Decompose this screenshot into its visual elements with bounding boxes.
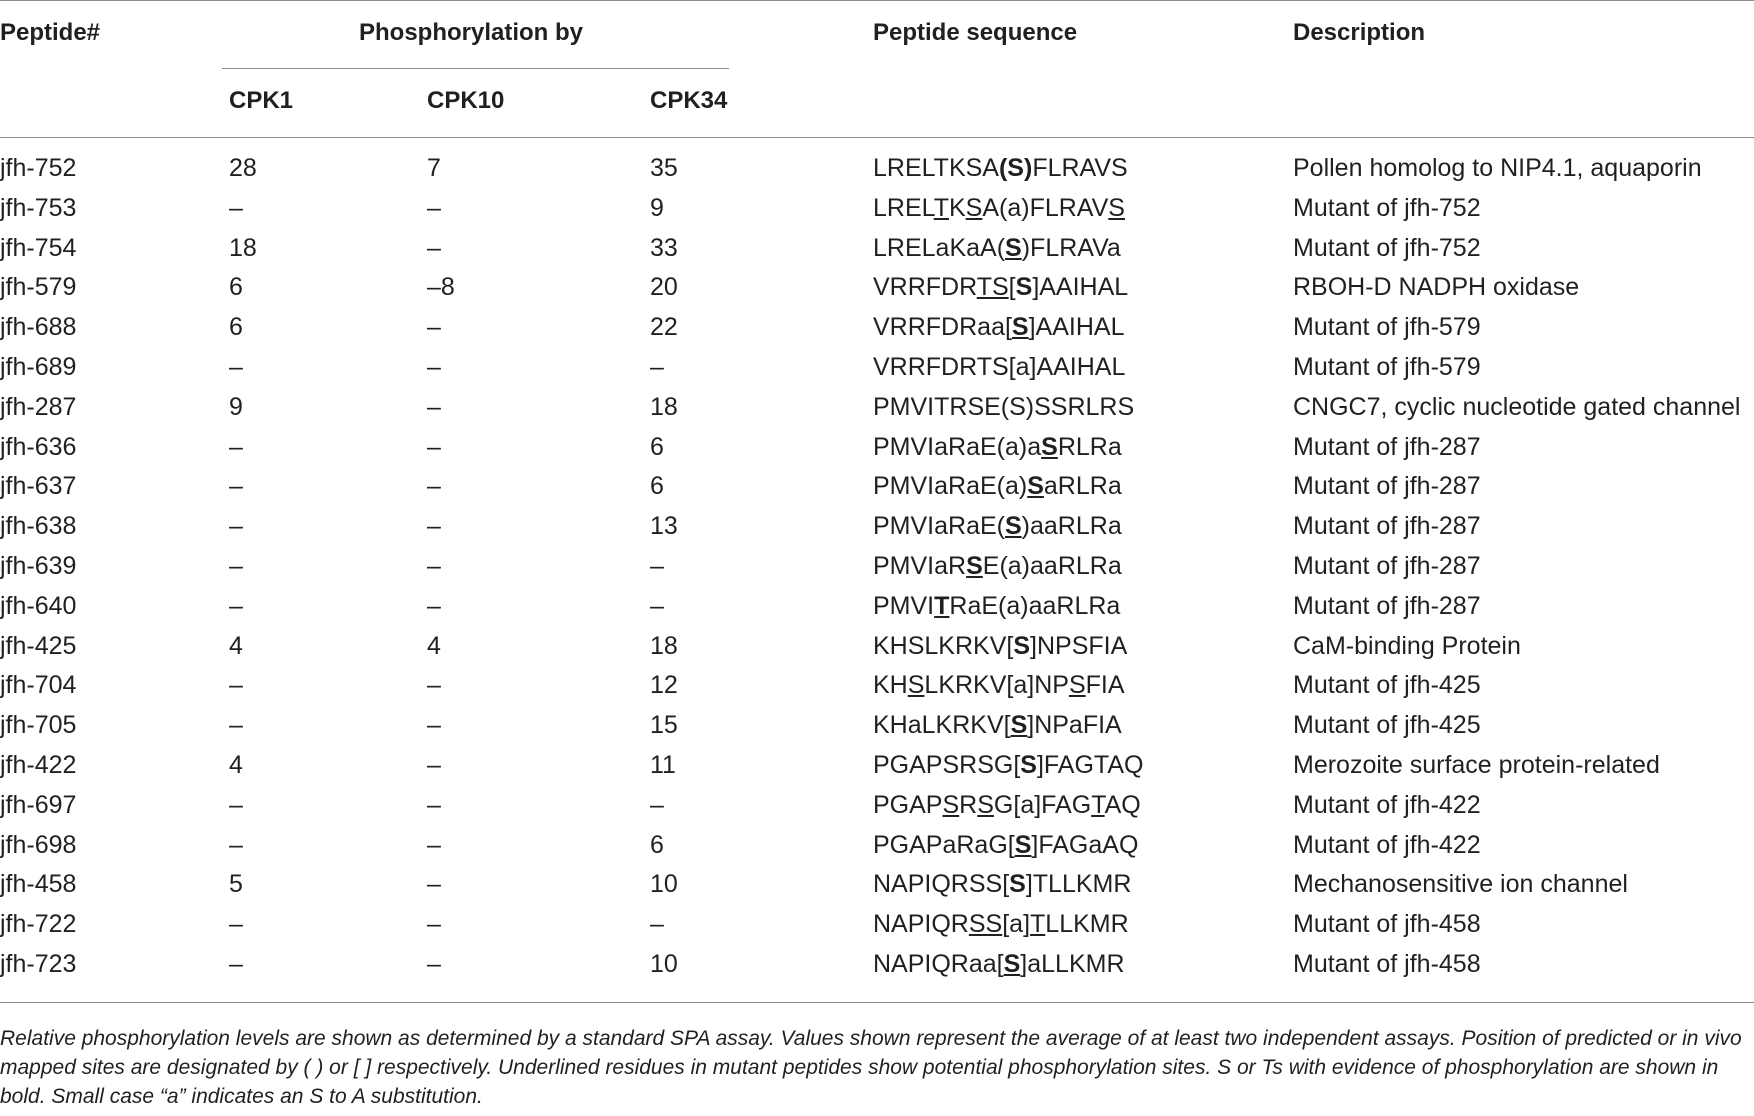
cell-cpk10: 4 (427, 632, 441, 660)
cell-description: Mutant of jfh-752 (1293, 194, 1481, 222)
cell-peptide: jfh-698 (0, 831, 77, 859)
cell-description: Mutant of jfh-458 (1293, 950, 1481, 978)
cell-sequence: PMVIaRSE(a)aaRLRa (873, 552, 1122, 580)
cell-sequence: VRRFDRaa[S]AAIHAL (873, 313, 1125, 341)
cell-cpk10: – (427, 433, 441, 461)
cell-cpk34: 11 (650, 751, 676, 779)
table-bottom-rule (0, 1002, 1754, 1003)
cell-description: Merozoite surface protein-related (1293, 751, 1660, 779)
cell-cpk1: – (229, 711, 243, 739)
cell-cpk10: – (427, 512, 441, 540)
cell-cpk1: 6 (229, 313, 243, 341)
cell-cpk10: – (427, 393, 441, 421)
cell-description: Mutant of jfh-287 (1293, 512, 1481, 540)
cell-cpk10: – (427, 592, 441, 620)
cell-cpk34: 18 (650, 632, 678, 660)
header-span-rule (222, 68, 729, 69)
cell-cpk34: 22 (650, 313, 678, 341)
cell-cpk34: – (650, 552, 664, 580)
cell-cpk1: 28 (229, 154, 257, 182)
cell-sequence: PGAPSRSG[S]FAGTAQ (873, 751, 1144, 779)
cell-sequence: NAPIQRSS[S]TLLKMR (873, 870, 1132, 898)
cell-cpk34: 10 (650, 950, 678, 978)
cell-description: Mutant of jfh-579 (1293, 353, 1481, 381)
cell-cpk34: – (650, 791, 664, 819)
table-footnote: Relative phosphorylation levels are shown as determined by a standard SPA assay. Values shown represent the average of at least two independent assays. Position of predicted or in vivo mapped sites are designated by ( ) or [ ] respectively. Underlined residues in mutant peptides show potential phosphorylation sites. S or Ts with evidence of phosphorylation are shown in bold. Small case “a” indicates an S to A substitution. (0, 1027, 1742, 1108)
cell-description: Mutant of jfh-287 (1293, 472, 1481, 500)
cell-peptide: jfh-425 (0, 632, 77, 660)
cell-cpk1: 9 (229, 393, 243, 421)
cell-peptide: jfh-640 (0, 592, 77, 620)
cell-cpk10: – (427, 950, 441, 978)
cell-cpk10: – (427, 791, 441, 819)
cell-peptide: jfh-579 (0, 273, 77, 301)
cell-cpk1: – (229, 950, 243, 978)
cell-sequence: LRELTKSA(S)FLRAVS (873, 154, 1128, 182)
cell-cpk34: 9 (650, 194, 664, 222)
cell-cpk34: 12 (650, 671, 678, 699)
cell-cpk1: – (229, 472, 243, 500)
cell-description: Mutant of jfh-422 (1293, 831, 1481, 859)
cell-cpk34: 33 (650, 234, 678, 262)
cell-cpk10: – (427, 671, 441, 699)
cell-sequence: KHSLKRKV[S]NPSFIA (873, 632, 1128, 660)
cell-cpk10: – (427, 870, 441, 898)
cell-peptide: jfh-722 (0, 910, 77, 938)
cell-sequence: PMVIaRaE(a)SaRLRa (873, 472, 1122, 500)
table-top-rule (0, 0, 1754, 1)
cell-cpk34: 10 (650, 870, 678, 898)
header-phosphorylation-by: Phosphorylation by (359, 19, 584, 46)
cell-cpk10: – (427, 552, 441, 580)
cell-peptide: jfh-637 (0, 472, 77, 500)
cell-sequence: PMVITRaE(a)aaRLRa (873, 592, 1121, 620)
cell-description: Mutant of jfh-287 (1293, 592, 1481, 620)
cell-peptide: jfh-638 (0, 512, 77, 540)
cell-peptide: jfh-705 (0, 711, 77, 739)
cell-peptide: jfh-752 (0, 154, 77, 182)
cell-cpk34: – (650, 910, 664, 938)
cell-peptide: jfh-697 (0, 791, 77, 819)
cell-cpk1: – (229, 910, 243, 938)
cell-description: CNGC7, cyclic nucleotide gated channel (1293, 393, 1741, 421)
cell-peptide: jfh-754 (0, 234, 77, 262)
cell-cpk1: – (229, 512, 243, 540)
cell-sequence: KHaLKRKV[S]NPaFIA (873, 711, 1122, 739)
cell-description: Mechanosensitive ion channel (1293, 870, 1628, 898)
cell-cpk1: 4 (229, 632, 243, 660)
cell-cpk34: – (650, 353, 664, 381)
cell-peptide: jfh-753 (0, 194, 77, 222)
cell-cpk34: 6 (650, 472, 664, 500)
cell-cpk10: – (427, 472, 441, 500)
cell-cpk34: – (650, 592, 664, 620)
cell-cpk10: – (427, 751, 441, 779)
header-sequence: Peptide sequence (873, 19, 1078, 46)
cell-cpk10: – (427, 831, 441, 859)
header-cpk10: CPK10 (427, 87, 505, 114)
cell-sequence: KHSLKRKV[a]NPSFIA (873, 671, 1125, 699)
cell-description: Mutant of jfh-287 (1293, 433, 1481, 461)
cell-description: RBOH-D NADPH oxidase (1293, 273, 1580, 301)
cell-sequence: NAPIQRSS[a]TLLKMR (873, 910, 1129, 938)
cell-cpk10: – (427, 353, 441, 381)
cell-cpk1: 6 (229, 273, 243, 301)
cell-cpk34: 6 (650, 433, 664, 461)
cell-peptide: jfh-458 (0, 870, 77, 898)
cell-sequence: PMVITRSE(S)SSRLRS (873, 393, 1135, 421)
cell-sequence: PGAPSRSG[a]FAGTAQ (873, 791, 1141, 819)
cell-peptide: jfh-639 (0, 552, 77, 580)
cell-sequence: PGAPaRaG[S]FAGaAQ (873, 831, 1139, 859)
cell-cpk1: 5 (229, 870, 243, 898)
cell-description: Mutant of jfh-287 (1293, 552, 1481, 580)
cell-cpk34: 15 (650, 711, 678, 739)
cell-sequence: VRRFDRTS[a]AAIHAL (873, 353, 1126, 381)
cell-cpk1: – (229, 433, 243, 461)
header-description: Description (1293, 19, 1426, 46)
cell-cpk10: –8 (427, 273, 455, 301)
cell-cpk1: 4 (229, 751, 243, 779)
cell-cpk34: 35 (650, 154, 678, 182)
cell-cpk1: – (229, 194, 243, 222)
cell-cpk1: – (229, 353, 243, 381)
cell-description: CaM-binding Protein (1293, 632, 1521, 660)
cell-sequence: PMVIaRaE(a)aSRLRa (873, 433, 1122, 461)
cell-peptide: jfh-688 (0, 313, 77, 341)
cell-description: Mutant of jfh-458 (1293, 910, 1481, 938)
cell-peptide: jfh-287 (0, 393, 77, 421)
cell-peptide: jfh-689 (0, 353, 77, 381)
cell-sequence: PMVIaRaE(S)aaRLRa (873, 512, 1122, 540)
cell-cpk10: – (427, 194, 441, 222)
cell-peptide: jfh-704 (0, 671, 77, 699)
header-bottom-rule (0, 137, 1754, 138)
cell-cpk1: – (229, 592, 243, 620)
cell-cpk34: 20 (650, 273, 678, 301)
cell-cpk1: – (229, 791, 243, 819)
cell-peptide: jfh-636 (0, 433, 77, 461)
cell-description: Mutant of jfh-425 (1293, 671, 1481, 699)
cell-description: Mutant of jfh-752 (1293, 234, 1481, 262)
cell-cpk34: 13 (650, 512, 678, 540)
cell-cpk10: – (427, 711, 441, 739)
cell-description: Mutant of jfh-579 (1293, 313, 1481, 341)
header-peptide: Peptide# (0, 19, 101, 46)
cell-sequence: VRRFDRTS[S]AAIHAL (873, 273, 1129, 301)
cell-cpk10: – (427, 910, 441, 938)
cell-sequence: NAPIQRaa[S]aLLKMR (873, 950, 1125, 978)
cell-cpk1: 18 (229, 234, 257, 262)
cell-cpk10: – (427, 234, 441, 262)
cell-cpk34: 6 (650, 831, 664, 859)
cell-sequence: LRELaKaA(S)FLRAVa (873, 234, 1121, 262)
cell-cpk1: – (229, 552, 243, 580)
cell-cpk1: – (229, 831, 243, 859)
cell-description: Pollen homolog to NIP4.1, aquaporin (1293, 154, 1702, 182)
header-cpk34: CPK34 (650, 87, 728, 114)
cell-peptide: jfh-723 (0, 950, 77, 978)
cell-peptide: jfh-422 (0, 751, 77, 779)
header-cpk1: CPK1 (229, 87, 294, 114)
cell-cpk34: 18 (650, 393, 678, 421)
cell-sequence: LRELTKSA(a)FLRAVS (873, 194, 1125, 222)
cell-cpk10: – (427, 313, 441, 341)
cell-cpk10: 7 (427, 154, 441, 182)
cell-description: Mutant of jfh-425 (1293, 711, 1481, 739)
cell-description: Mutant of jfh-422 (1293, 791, 1481, 819)
cell-cpk1: – (229, 671, 243, 699)
